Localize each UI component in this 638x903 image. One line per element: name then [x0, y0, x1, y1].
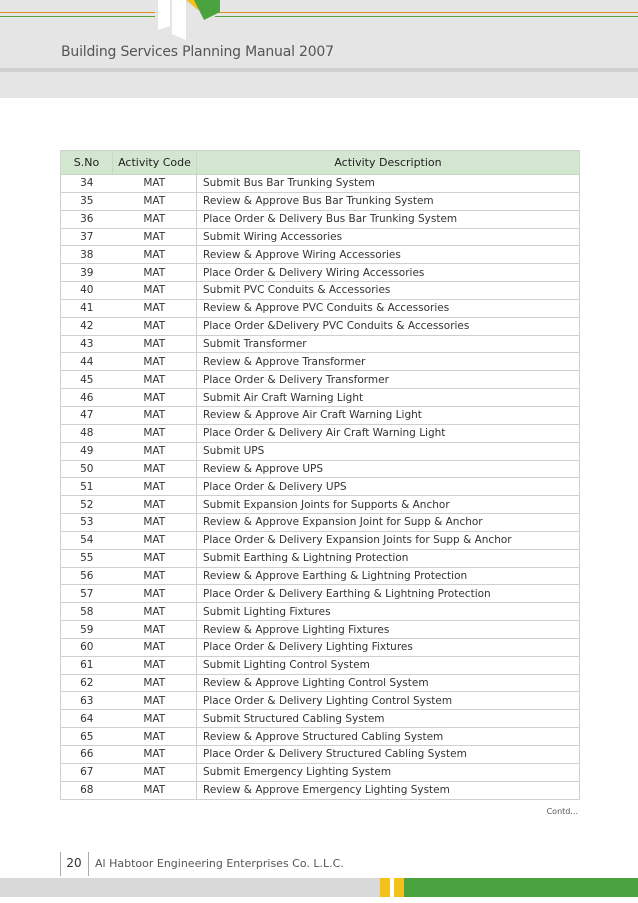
table-row: [61, 192, 580, 210]
cell-activity-description: Place Order & Delivery Structured Cabling System: [197, 746, 580, 764]
cell-activity-code: MAT: [113, 531, 197, 549]
cell-activity-code: MAT: [113, 746, 197, 764]
cell-activity-code: MAT: [113, 585, 197, 603]
cell-activity-description: Place Order & Delivery Wiring Accessories: [197, 264, 580, 282]
table-row: [61, 603, 580, 621]
cell-activity-description: Submit Expansion Joints for Supports & Anchor: [197, 496, 580, 514]
cell-activity-description: Submit Earthing & Lightning Protection: [197, 549, 580, 567]
cell-activity-description: Review & Approve UPS: [197, 460, 580, 478]
cell-sno: 54: [61, 531, 113, 549]
activity-table: [60, 150, 580, 800]
cell-sno: 66: [61, 746, 113, 764]
continued-note: Contd...: [546, 807, 578, 816]
cell-sno: 38: [61, 246, 113, 264]
cell-activity-description: Place Order &Delivery PVC Conduits & Accessories: [197, 317, 580, 335]
column-header-sno: S.No: [61, 151, 113, 175]
cell-activity-code: MAT: [113, 567, 197, 585]
cell-sno: 43: [61, 335, 113, 353]
header-rule-green: [0, 16, 155, 17]
cell-activity-code: MAT: [113, 424, 197, 442]
cell-activity-description: Submit PVC Conduits & Accessories: [197, 282, 580, 300]
cell-sno: 53: [61, 514, 113, 532]
cell-activity-description: Place Order & Delivery Bus Bar Trunking System: [197, 210, 580, 228]
cell-activity-description: Place Order & Delivery Lighting Fixtures: [197, 638, 580, 656]
cell-sno: 47: [61, 406, 113, 424]
table-row: [61, 460, 580, 478]
cell-activity-code: MAT: [113, 192, 197, 210]
cell-activity-code: MAT: [113, 656, 197, 674]
table-row: [61, 317, 580, 335]
brand-shapes-icon: [150, 0, 220, 40]
cell-activity-description: Submit Bus Bar Trunking System: [197, 175, 580, 193]
table-row: [61, 246, 580, 264]
cell-activity-code: MAT: [113, 175, 197, 193]
footer-band-yellow-2: [394, 878, 404, 897]
cell-sno: 51: [61, 478, 113, 496]
cell-activity-code: MAT: [113, 692, 197, 710]
cell-activity-description: Review & Approve Bus Bar Trunking System: [197, 192, 580, 210]
cell-sno: 35: [61, 192, 113, 210]
column-header-activity-description: Activity Description: [197, 151, 580, 175]
cell-sno: 50: [61, 460, 113, 478]
footer-band-green: [404, 878, 638, 897]
cell-activity-description: Place Order & Delivery Earthing & Lightning Protection: [197, 585, 580, 603]
cell-activity-code: MAT: [113, 674, 197, 692]
table-row: [61, 674, 580, 692]
cell-sno: 45: [61, 371, 113, 389]
cell-activity-description: Submit Wiring Accessories: [197, 228, 580, 246]
cell-sno: 56: [61, 567, 113, 585]
company-name: Al Habtoor Engineering Enterprises Co. L.L.C.: [95, 857, 344, 870]
cell-activity-description: Review & Approve Lighting Control System: [197, 674, 580, 692]
cell-sno: 42: [61, 317, 113, 335]
page-header: [0, 0, 638, 98]
table-row: [61, 728, 580, 746]
table-row: [61, 210, 580, 228]
cell-sno: 67: [61, 763, 113, 781]
header-rule-orange-right: [215, 12, 638, 13]
cell-activity-description: Submit Structured Cabling System: [197, 710, 580, 728]
cell-activity-description: Place Order & Delivery Lighting Control System: [197, 692, 580, 710]
cell-activity-description: Review & Approve Air Craft Warning Light: [197, 406, 580, 424]
cell-activity-code: MAT: [113, 246, 197, 264]
cell-activity-description: Review & Approve Emergency Lighting System: [197, 781, 580, 799]
table-row: [61, 228, 580, 246]
cell-activity-code: MAT: [113, 228, 197, 246]
table-row: [61, 282, 580, 300]
cell-activity-code: MAT: [113, 335, 197, 353]
cell-activity-description: Place Order & Delivery Air Craft Warning Light: [197, 424, 580, 442]
table-row: [61, 478, 580, 496]
table-row: [61, 175, 580, 193]
cell-sno: 36: [61, 210, 113, 228]
footer-divider-right: [88, 852, 89, 876]
cell-activity-description: Submit Transformer: [197, 335, 580, 353]
cell-activity-code: MAT: [113, 621, 197, 639]
table-row: [61, 549, 580, 567]
cell-activity-description: Submit Lighting Control System: [197, 656, 580, 674]
table-row: [61, 621, 580, 639]
table-body: [61, 175, 580, 800]
cell-activity-code: MAT: [113, 460, 197, 478]
footer-band-yellow: [380, 878, 390, 897]
cell-activity-description: Place Order & Delivery UPS: [197, 478, 580, 496]
cell-activity-code: MAT: [113, 763, 197, 781]
cell-activity-code: MAT: [113, 442, 197, 460]
cell-activity-code: MAT: [113, 496, 197, 514]
table-row: [61, 692, 580, 710]
cell-sno: 34: [61, 175, 113, 193]
cell-activity-description: Review & Approve Earthing & Lightning Protection: [197, 567, 580, 585]
table-row: [61, 567, 580, 585]
column-header-activity-code: Activity Code: [113, 151, 197, 175]
cell-sno: 49: [61, 442, 113, 460]
cell-activity-description: Submit Lighting Fixtures: [197, 603, 580, 621]
cell-sno: 68: [61, 781, 113, 799]
page-title: Building Services Planning Manual 2007: [61, 44, 334, 60]
cell-sno: 58: [61, 603, 113, 621]
cell-activity-code: MAT: [113, 710, 197, 728]
header-rule-orange: [0, 12, 155, 13]
cell-sno: 52: [61, 496, 113, 514]
page-number: 20: [66, 856, 82, 870]
cell-activity-code: MAT: [113, 478, 197, 496]
table-row: [61, 335, 580, 353]
cell-activity-code: MAT: [113, 781, 197, 799]
cell-activity-description: Place Order & Delivery Transformer: [197, 371, 580, 389]
cell-activity-code: MAT: [113, 299, 197, 317]
table-row: [61, 585, 580, 603]
cell-sno: 59: [61, 621, 113, 639]
table-row: [61, 299, 580, 317]
cell-sno: 40: [61, 282, 113, 300]
cell-activity-code: MAT: [113, 210, 197, 228]
cell-activity-code: MAT: [113, 353, 197, 371]
cell-sno: 46: [61, 389, 113, 407]
header-divider: [0, 68, 638, 72]
table-row: [61, 763, 580, 781]
table-row: [61, 514, 580, 532]
table-row: [61, 389, 580, 407]
table-row: [61, 406, 580, 424]
footer-band-grey: [0, 878, 380, 897]
table-row: [61, 371, 580, 389]
header-rule-green-right: [215, 16, 638, 17]
cell-activity-description: Review & Approve Transformer: [197, 353, 580, 371]
table-row: [61, 264, 580, 282]
cell-activity-description: Review & Approve Expansion Joint for Supp & Anchor: [197, 514, 580, 532]
cell-activity-code: MAT: [113, 264, 197, 282]
table-row: [61, 746, 580, 764]
cell-sno: 64: [61, 710, 113, 728]
cell-activity-description: Submit Emergency Lighting System: [197, 763, 580, 781]
cell-activity-code: MAT: [113, 282, 197, 300]
table-row: [61, 353, 580, 371]
cell-activity-description: Submit UPS: [197, 442, 580, 460]
cell-activity-description: Review & Approve Wiring Accessories: [197, 246, 580, 264]
cell-sno: 37: [61, 228, 113, 246]
cell-activity-description: Review & Approve PVC Conduits & Accessories: [197, 299, 580, 317]
cell-sno: 60: [61, 638, 113, 656]
table-row: [61, 638, 580, 656]
table-row: [61, 656, 580, 674]
cell-sno: 44: [61, 353, 113, 371]
cell-activity-code: MAT: [113, 638, 197, 656]
cell-sno: 55: [61, 549, 113, 567]
cell-sno: 61: [61, 656, 113, 674]
cell-sno: 48: [61, 424, 113, 442]
cell-sno: 63: [61, 692, 113, 710]
cell-activity-description: Place Order & Delivery Expansion Joints for Supp & Anchor: [197, 531, 580, 549]
cell-activity-code: MAT: [113, 389, 197, 407]
cell-activity-code: MAT: [113, 406, 197, 424]
activity-table-container: [60, 150, 579, 800]
cell-sno: 57: [61, 585, 113, 603]
cell-sno: 39: [61, 264, 113, 282]
cell-sno: 62: [61, 674, 113, 692]
cell-activity-code: MAT: [113, 317, 197, 335]
table-row: [61, 781, 580, 799]
table-row: [61, 424, 580, 442]
table-row: [61, 710, 580, 728]
cell-activity-code: MAT: [113, 728, 197, 746]
cell-activity-code: MAT: [113, 371, 197, 389]
cell-activity-description: Review & Approve Structured Cabling System: [197, 728, 580, 746]
table-row: [61, 442, 580, 460]
cell-activity-code: MAT: [113, 549, 197, 567]
cell-activity-description: Review & Approve Lighting Fixtures: [197, 621, 580, 639]
cell-activity-code: MAT: [113, 603, 197, 621]
table-header-row: [61, 151, 580, 175]
cell-activity-description: Submit Air Craft Warning Light: [197, 389, 580, 407]
cell-sno: 41: [61, 299, 113, 317]
table-row: [61, 496, 580, 514]
cell-sno: 65: [61, 728, 113, 746]
table-row: [61, 531, 580, 549]
cell-activity-code: MAT: [113, 514, 197, 532]
